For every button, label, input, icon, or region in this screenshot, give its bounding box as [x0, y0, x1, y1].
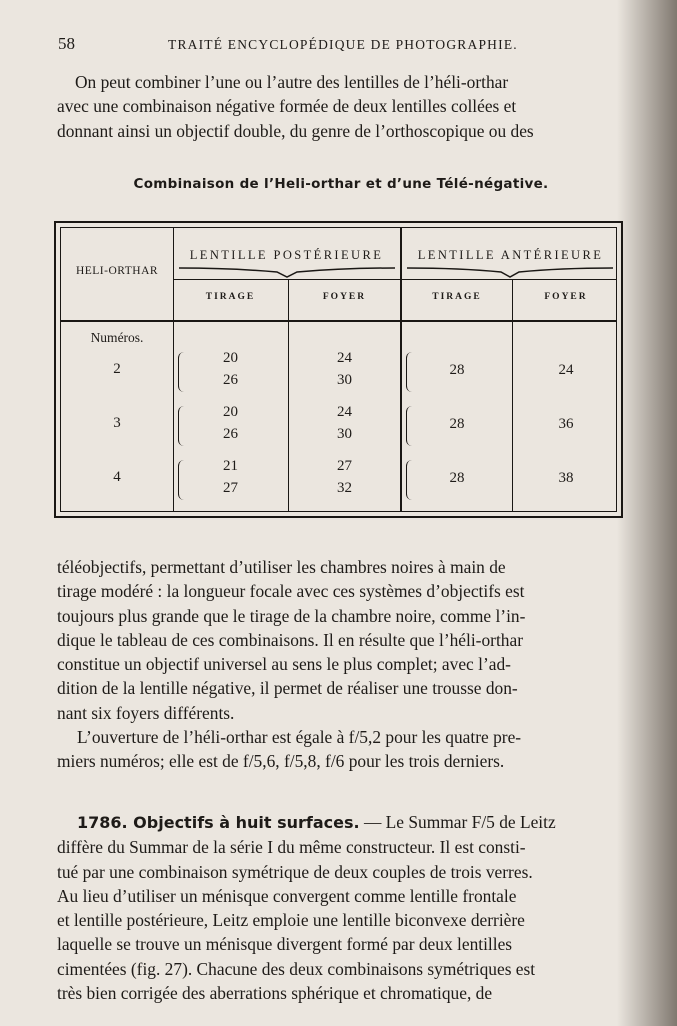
cell-ant-tirage: 28 [449, 416, 465, 432]
body-line: dique le tableau de ces combinaisons. Il en résulte que l’héli-orthar [57, 629, 523, 650]
header-posterior-lens: LENTILLE POSTÉRIEURE [189, 248, 384, 262]
body-paragraph [57, 555, 623, 774]
cell-post-tirage: 26 [223, 372, 238, 388]
body-line: dition de la lentille négative, il permet de réaliser une trousse don- [57, 678, 518, 699]
intro-line: On peut combiner l’une ou l’autre des lentilles de l’héli-orthar [75, 72, 509, 92]
cell-post-tirage: 20 [223, 350, 238, 366]
section-line: tué par une combinaison symétrique de deux couples de trois verres. [57, 861, 533, 882]
intro-paragraph [57, 70, 623, 143]
cell-post-tirage: 20 [223, 404, 238, 420]
section-line: et lentille postérieure, Leitz emploie une lentille biconvexe derrière [57, 910, 525, 931]
header-divider [173, 279, 616, 280]
section-line: Au lieu d’utiliser un ménisque convergent comme lentille frontale [57, 885, 517, 906]
body-line: tirage modéré : la longueur focale avec ces systèmes d’objectifs est [57, 581, 525, 602]
body-line: téléobjectifs, permettant d’utiliser les chambres noires à main de [57, 557, 506, 577]
body-line: constitue un objectif universel au sens le plus complet; avec l’ad- [57, 654, 511, 675]
section-first-line [57, 810, 623, 835]
section-line: diffère du Summar de la série I du même constructeur. Il est consti- [57, 837, 526, 858]
section-title: 1786. Objectifs à huit surfaces. [77, 813, 360, 832]
cell-ant-foyer: 38 [558, 470, 574, 486]
cell-post-foyer: 24 [337, 404, 352, 420]
section-title-rest: — Le Summar F/5 de Leitz [359, 812, 556, 832]
cell-post-tirage: 27 [223, 480, 238, 496]
row-numero: 4 [113, 469, 121, 485]
table-inner-border [60, 227, 617, 512]
intro-line: avec une combinaison négative formée de deux lentilles collées et [57, 96, 517, 117]
subheader-tirage: TIRAGE [205, 292, 256, 302]
subheader-tirage: TIRAGE [432, 292, 482, 302]
cell-ant-foyer: 36 [558, 416, 574, 432]
header-heli-orthar: HELI-ORTHAR [75, 265, 159, 277]
cell-ant-tirage: 28 [449, 362, 465, 378]
row-numero: 3 [113, 415, 121, 431]
data-table [54, 221, 623, 518]
cell-post-foyer: 30 [337, 426, 352, 442]
cell-post-foyer: 30 [337, 372, 352, 388]
subheader-foyer: FOYER [544, 292, 588, 302]
row-numero: 2 [113, 361, 121, 377]
cell-post-tirage: 26 [223, 426, 238, 442]
numeros-label: Numéros. [90, 330, 144, 345]
cell-post-foyer: 27 [337, 458, 352, 474]
cell-ant-foyer: 24 [558, 362, 574, 378]
table-caption: Combinaison de l’Heli-orthar et d’une Télé-négative. [133, 176, 549, 192]
cell-post-foyer: 24 [337, 350, 352, 366]
cell-post-tirage: 21 [223, 458, 238, 474]
posterior-brace-icon [177, 266, 397, 278]
section-paragraph [57, 810, 623, 1005]
intro-line: donnant ainsi un objectif double, du genre de l’orthoscopique ou des [57, 120, 534, 141]
page-number: 58 [58, 34, 75, 53]
subheader-foyer: FOYER [322, 292, 367, 302]
page-edge-shadow [617, 0, 677, 1026]
aperture-line: L’ouverture de l’héli-orthar est égale à f/5,2 pour les quatre pre- [77, 727, 522, 748]
header-bottom-rule [61, 320, 616, 322]
body-line: nant six foyers différents. [57, 702, 235, 723]
column-divider [288, 279, 289, 511]
header-anterior-lens: LENTILLE ANTÉRIEURE [417, 248, 604, 262]
cell-post-foyer: 32 [337, 480, 352, 496]
section-line: laquelle se trouve un ménisque divergent formé par deux lentilles [57, 934, 513, 955]
anterior-brace-icon [405, 266, 615, 278]
cell-ant-tirage: 28 [449, 470, 465, 486]
running-title: TRAITÉ ENCYCLOPÉDIQUE DE PHOTOGRAPHIE. [168, 37, 518, 52]
aperture-line: miers numéros; elle est de f/5,6, f/5,8, f/6 pour les trois derniers. [57, 751, 505, 772]
body-line: toujours plus grande que le tirage de la chambre noire, comme l’in- [57, 605, 526, 626]
page-header [58, 34, 637, 58]
section-line: très bien corrigée des aberrations sphérique et chromatique, de [57, 983, 493, 1004]
section-line: cimentées (fig. 27). Chacune des deux combinaisons symétriques est [57, 958, 536, 979]
